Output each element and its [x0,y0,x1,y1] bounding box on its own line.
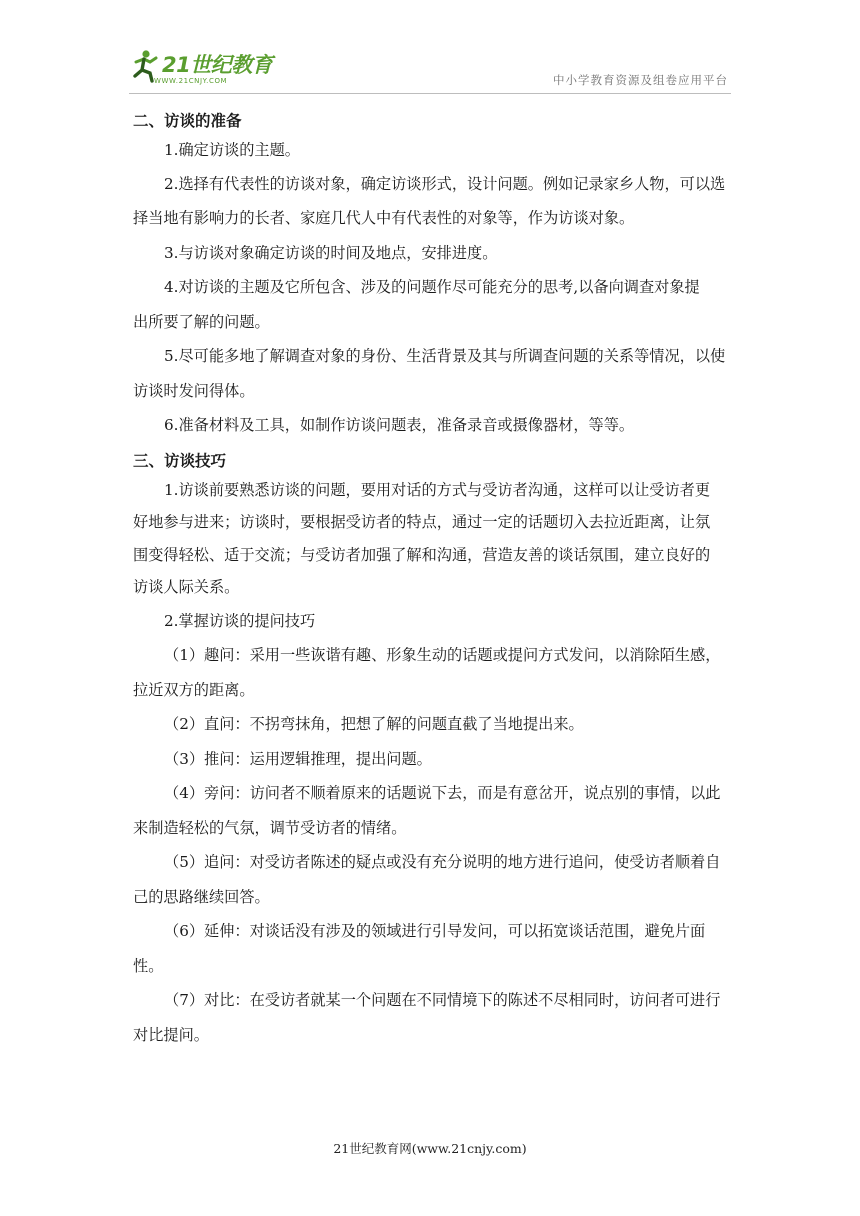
logo-wordmark: 21世纪教育 [162,53,273,77]
prep-item-5: 5.尽可能多地了解调查对象的身份、生活背景及其与所调查问题的关系等情况，以使访谈时发问得体。 [133,347,726,400]
technique-item: （7）对比：在受访者就某一个问题在不同情境下的陈述不尽相同时，访问者可进行对比提问。 [133,991,721,1044]
logo-url: WWW.21CNJY.COM [154,77,228,85]
prep-item-1: 1.确定访谈的主题。 [164,141,300,159]
prep-item-3: 3.与访谈对象确定访谈的时间及地点，安排进度。 [164,243,498,262]
site-logo[interactable] [132,48,282,88]
technique-item: （6）延伸：对谈话没有涉及的领域进行引导发问，可以拓宽谈话范围，避免片面性。 [133,922,706,975]
prep-item-6: 6.准备材料及工具，如制作访谈问题表，准备录音或摄像器材，等等。 [164,416,635,434]
skills-subhead: 2.掌握访谈的提问技巧 [164,611,316,630]
page-header [0,0,860,96]
section-heading-skills: 三、访谈技巧 [133,451,227,470]
technique-item: （1）趣问：采用一些诙谐有趣、形象生动的话题或提问方式发问，以消除陌生感，拉近双方的距离。 [133,646,721,699]
header-divider [129,93,731,94]
platform-title: 中小学教育资源及组卷应用平台 [553,73,728,87]
prep-item-2: 2.选择有代表性的访谈对象，确定访谈形式，设计问题。例如记录家乡人物，可以选择当地有影响力的长者、家庭几代人中有代表性的对象等，作为访谈对象。 [133,174,726,227]
technique-item: （3）推问：运用逻辑推理，提出问题。 [164,749,432,768]
page-footer[interactable]: 21世纪教育网(www.21cnjy.com) [333,1141,527,1156]
skills-intro: 1.访谈前要熟悉访谈的问题，要用对话的方式与受访者沟通，这样可以让受访者更好地参与进来；访谈时，要根据受访者的特点，通过一定的话题切入去拉近距离，让氛围变得轻松、适于交流；与受访者加强了解和沟通，营造友善的谈话氛围，建立良好的访谈人际关系。 [133,480,711,596]
section-heading-prep: 二、访谈的准备 [133,112,242,130]
prep-item-4: 4.对访谈的主题及它所包含、涉及的问题作尽可能充分的思考,以备向调查对象提出所要了解的问题。 [133,278,700,331]
technique-item: （2）直问：不拐弯抹角，把想了解的问题直截了当地提出来。 [164,715,584,733]
technique-item: （4）旁问：访问者不顺着原来的话题说下去，而是有意岔开，说点别的事情，以此来制造轻松的气氛，调节受访者的情绪。 [133,784,721,837]
technique-item: （5）追问：对受访者陈述的疑点或没有充分说明的地方进行追问，使受访者顺着自己的思路继续回答。 [133,853,721,906]
document-body [133,108,733,1052]
